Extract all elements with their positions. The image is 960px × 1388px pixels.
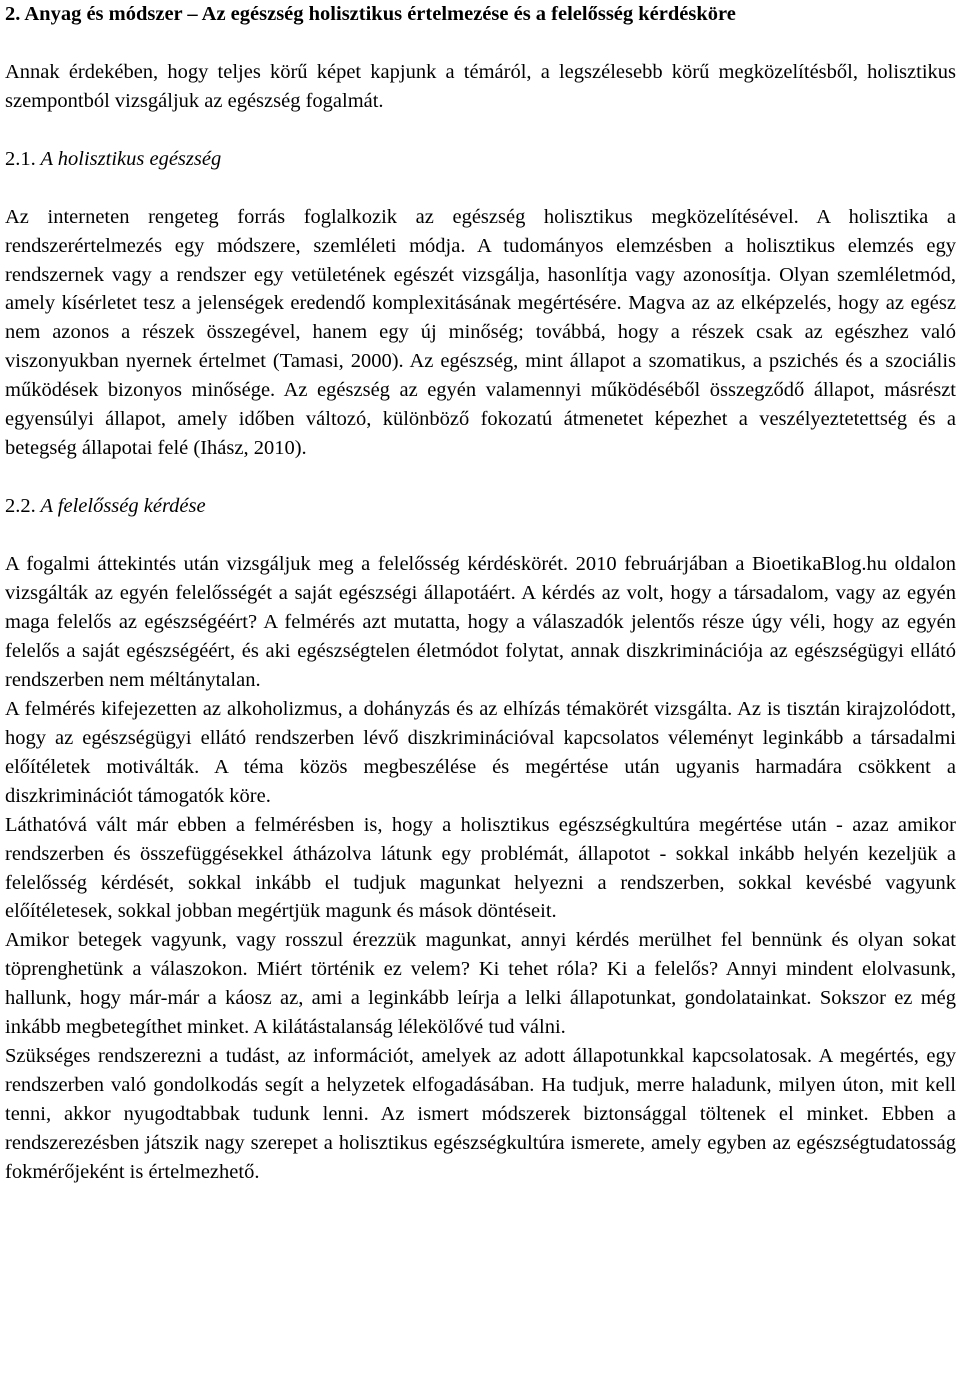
section-number: 2.2.	[5, 495, 36, 518]
chapter-heading: 2. Anyag és módszer – Az egészség holisztikus értelmezése és a felelősség kérdésköre	[5, 3, 736, 25]
spacer	[5, 463, 956, 492]
spacer	[5, 29, 956, 58]
spacer	[5, 116, 956, 145]
document-page	[5, 0, 956, 1187]
section-number: 2.1.	[5, 147, 36, 170]
responsibility-paragraph-4: Amikor betegek vagyunk, vagy rosszul érezzük magunkat, annyi kérdés merülhet fel bennünk és olyan sokat töprenghetünk a válaszokon. Miért történik ez velem? Ki tehet róla? Ki a felelős? Annyi mindent elolvasunk, hallunk, hogy már-már a káosz az, ami a leginkább leírja a lelki állapotunkat, gondolatainkat. Sokszor ez még inkább megbetegíthet minket. A kilátástalanság lélekölővé tud válni.	[5, 929, 956, 1039]
section-title: A holisztikus egészség	[40, 147, 222, 170]
section-heading-responsibility	[5, 492, 956, 521]
responsibility-paragraph-2: A felmérés kifejezetten az alkoholizmus, a dohányzás és az elhízás témakörét vizsgálta. Az is tisztán kirajzolódott, hogy az egészségügyi ellátó rendszerben lévő diszkriminációval kapcsolatos véleményt leginkább a társadalmi előítéletek motiválták. A téma közös megbeszélése és megértése után ugyanis harmadára csökkent a diszkriminációt támogatók köre.	[5, 697, 956, 807]
holistic-paragraph: Az interneten rengeteg forrás foglalkozik az egészség holisztikus megközelítésével. A holisztika a rendszerértelmezés egy módszere, szemléleti módja. A tudományos elemzésben a holisztikus elemzés egy rendszernek vagy a rendszer egy vetületének egészét vizsgálja, hasonlítja vagy azonosítja. Olyan szemléletmód, amely kísérletet tesz a jelenségek eredendő komplexitásának megértésére. Magva az az elképzelés, hogy az egész nem azonos a részek összegével, hanem egy új minőség; továbbá, hogy a részek csak az egészhez való viszonyukban nyernek értelmet (Tamasi, 2000). Az egészség, mint állapot a szomatikus, a pszichés és a szociális működések bizonyos minősége. Az egészség az egyén valamennyi működéséből összegződő állapot, másrészt egyensúlyi állapot, amely időben változó, különböző fokozatú átmenetet képezhet a veszélyeztetettség és a betegség állapotai felé (Ihász, 2010).	[5, 205, 956, 460]
spacer	[5, 521, 956, 550]
section-title: A felelősség kérdése	[40, 495, 206, 518]
intro-paragraph: Annak érdekében, hogy teljes körű képet kapjunk a témáról, a legszélesebb körű megközelítésből, holisztikus szempontból vizsgáljuk az egészség fogalmát.	[5, 60, 956, 112]
responsibility-paragraph-5: Szükséges rendszerezni a tudást, az információt, amelyek az adott állapotunkkal kapcsolatosak. A megértés, egy rendszerben való gondolkodás segít a helyzetek elfogadásában. Ha tudjuk, merre haladunk, milyen úton, mit kell tenni, akkor nyugodtabbak tudunk lenni. Az ismert módszerek biztonsággal töltenek el minket. Ebben a rendszerezésben játszik nagy szerepet a holisztikus egészségkultúra ismerete, amely egyben az egészségtudatosság fokmérőjeként is értelmezhető.	[5, 1045, 956, 1184]
spacer	[5, 174, 956, 203]
responsibility-paragraph-3: Láthatóvá vált már ebben a felmérésben is, hogy a holisztikus egészségkultúra megértése után - azaz amikor rendszerben és összefüggésekkel átházolva látunk egy problémát, állapotot - sokkal inkább helyén kezeljük a felelősség kérdését, sokkal inkább el tudjuk magunkat helyezni a rendszerben, sokkal kevésbé vagyunk előítéletesek, sokkal jobban megértjük magunk és mások döntéseit.	[5, 813, 956, 923]
section-heading-holistic	[5, 145, 956, 174]
responsibility-paragraph-1: A fogalmi áttekintés után vizsgáljuk meg a felelősség kérdéskörét. 2010 februárjában a BioetikaBlog.hu oldalon vizsgálták az egyén felelősségét a saját egészségi állapotáért. A kérdés az volt, hogy a társadalom, vagy az egyén maga felelős az egészségéért? A felmérés azt mutatta, hogy a válaszadók jelentős része úgy véli, hogy az egyén felelős a saját egészségéért, és aki egészségtelen életmódot folytat, annak diszkriminációja az egészségügyi ellátó rendszerben nem méltánytalan.	[5, 553, 956, 691]
